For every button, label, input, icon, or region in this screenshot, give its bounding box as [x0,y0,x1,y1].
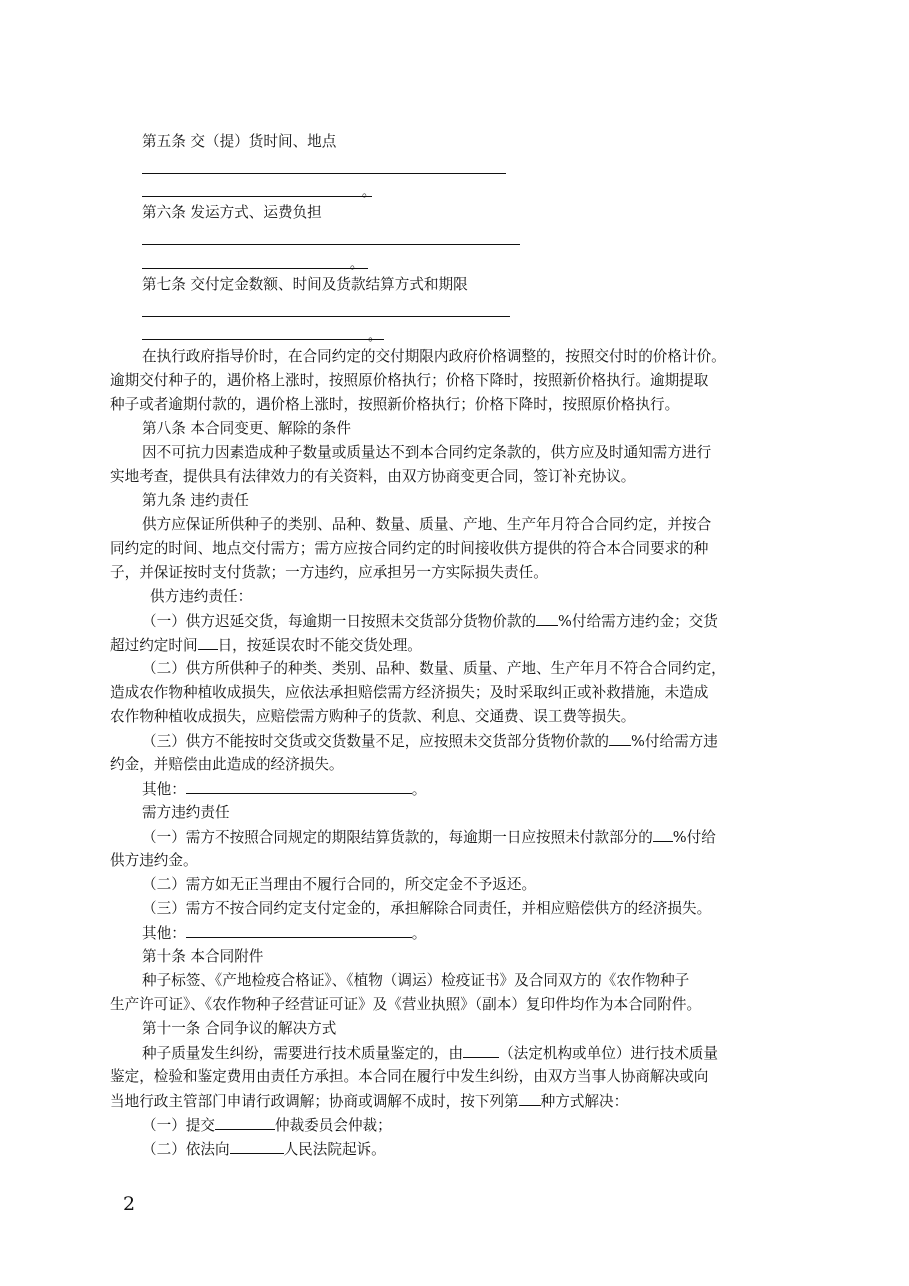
arbitration-committee-blank[interactable] [215,1114,275,1130]
article-9-paragraph-line: 供方应保证所供种子的类别、品种、数量、质量、产地、生产年月符合合同约定，并按合 [142,516,712,533]
supplier-clause-2-line: 农作物种植收成损失，应赔偿需方购种子的货款、利息、交通费、误工费等损失。 [110,708,636,725]
article-10-title: 第十条 本合同附件 [142,948,264,965]
buyer-other-line: 其他： 。 [142,922,426,945]
penalty-percent-blank[interactable] [609,730,631,746]
penalty-percent-blank[interactable] [653,826,673,842]
supplier-clause-2-line: （二）供方所供种子的种类、类别、品种、数量、质量、产地、生产年月不符合合同约定， [142,660,726,677]
article-5-period: 。 [362,185,376,200]
article-6-title: 第六条 发运方式、运费负担 [142,204,322,221]
article-10-paragraph-line: 生产许可证》、《农作物种子经营证可证》及《营业执照》（副本）复印件均作为本合同附件。 [110,996,702,1013]
article-11-paragraph-line: 种子质量发生纠纷，需要进行技术质量鉴定的，由 （法定机构或单位）进行技术质量 [142,1042,718,1065]
price-paragraph-line: 种子或者逾期付款的，遇价格上涨时，按照新价格执行；价格下降时，按照原价格执行。 [110,396,680,413]
article-9-paragraph-line: 同约定的时间、地点交付需方；需方应按合同约定的时间接收供方提供的符合本合同要求的种 [110,540,709,557]
article-5-blank-line-1[interactable] [142,173,506,174]
price-paragraph-line: 在执行政府指导价时，在合同约定的交付期限内政府价格调整的，按照交付时的价格计价。 [142,348,726,365]
supplier-other-blank[interactable] [186,778,412,794]
arbitration-option-line: （一）提交 仲裁委员会仲裁； [142,1114,392,1137]
appraisal-institution-blank[interactable] [463,1042,499,1058]
article-7-period: 。 [368,329,382,344]
buyer-clause-3-line: （三）需方不按合同约定支付定金的，承担解除合同责任，并相应赔偿供方的经济损失。 [142,900,712,917]
penalty-percent-blank[interactable] [536,610,558,626]
buyer-clause-1-line: 供方违约金。 [110,852,198,869]
article-7-blank-line-2[interactable] [142,339,384,340]
buyer-liability-title: 需方违约责任 [142,804,230,821]
article-11-title: 第十一条 合同争议的解决方式 [142,1020,337,1037]
days-blank[interactable] [198,634,218,650]
price-paragraph-line: 逾期交付种子的，遇价格上涨时，按照原价格执行；价格下降时，按照新价格执行。逾期提取 [110,372,709,389]
supplier-liability-title: 供方违约责任： [150,588,253,605]
supplier-clause-2-line: 造成农作物种植收成损失，应依法承担赔偿需方经济损失；及时采取纠正或补救措施，未造成 [110,684,709,701]
article-9-title: 第九条 违约责任 [142,492,249,509]
article-8-paragraph-line: 因不可抗力因素造成种子数量或质量达不到本合同约定条款的，供方应及时通知需方进行 [142,444,712,461]
supplier-other-line: 其他： 。 [142,778,426,801]
supplier-clause-3-line: 约金，并赔偿由此造成的经济损失。 [110,756,344,773]
article-8-paragraph-line: 实地考查，提供具有法律效力的有关资料，由双方协商变更合同，签订补充协议。 [110,468,636,485]
article-6-blank-line-1[interactable] [142,244,520,245]
court-blank[interactable] [230,1138,284,1154]
article-6-blank-line-2[interactable] [142,268,368,269]
buyer-other-blank[interactable] [186,922,412,938]
article-8-title: 第八条 本合同变更、解除的条件 [142,420,351,437]
page-number: 2 [123,1193,136,1215]
article-11-paragraph-line: 鉴定，检验和鉴定费用由责任方承担。本合同在履行中发生纠纷，由双方当事人协商解决或向 [110,1068,709,1085]
litigation-option-line: （二）依法向 人民法院起诉。 [142,1138,386,1161]
buyer-clause-2-line: （二）需方如无正当理由不履行合同的，所交定金不予返还。 [142,876,537,893]
supplier-clause-1-line: （一）供方迟延交货，每逾期一日按照未交货部分货物价款的 %付给需方违约金；交货 [142,610,718,633]
article-6-period: 。 [350,257,364,272]
buyer-clause-1-line: （一）需方不按照合同规定的期限结算货款的，每逾期一日应按照未付款部分的 %付给 [142,826,716,849]
article-5-blank-line-2[interactable] [142,196,372,197]
resolution-option-blank[interactable] [519,1090,541,1106]
article-7-blank-line-1[interactable] [142,316,510,317]
supplier-clause-3-line: （三）供方不能按时交货或交货数量不足，应按照未交货部分货物价款的 %付给需方违 [142,730,718,753]
article-9-paragraph-line: 子，并保证按时支付货款；一方违约，应承担另一方实际损失责任。 [110,564,548,581]
article-11-paragraph-line: 当地行政主管部门申请行政调解；协商或调解不成时，按下列第 种方式解决： [110,1090,628,1113]
article-10-paragraph-line: 种子标签、《产地检疫合格证》、《植物（调运）检疫证书》及合同双方的《农作物种子 [142,972,690,989]
supplier-clause-1-line: 超过约定时间 日，按延误农时不能交货处理。 [110,634,422,657]
article-7-title: 第七条 交付定金数额、时间及货款结算方式和期限 [142,276,468,293]
article-5-title: 第五条 交（提）货时间、地点 [142,133,337,150]
